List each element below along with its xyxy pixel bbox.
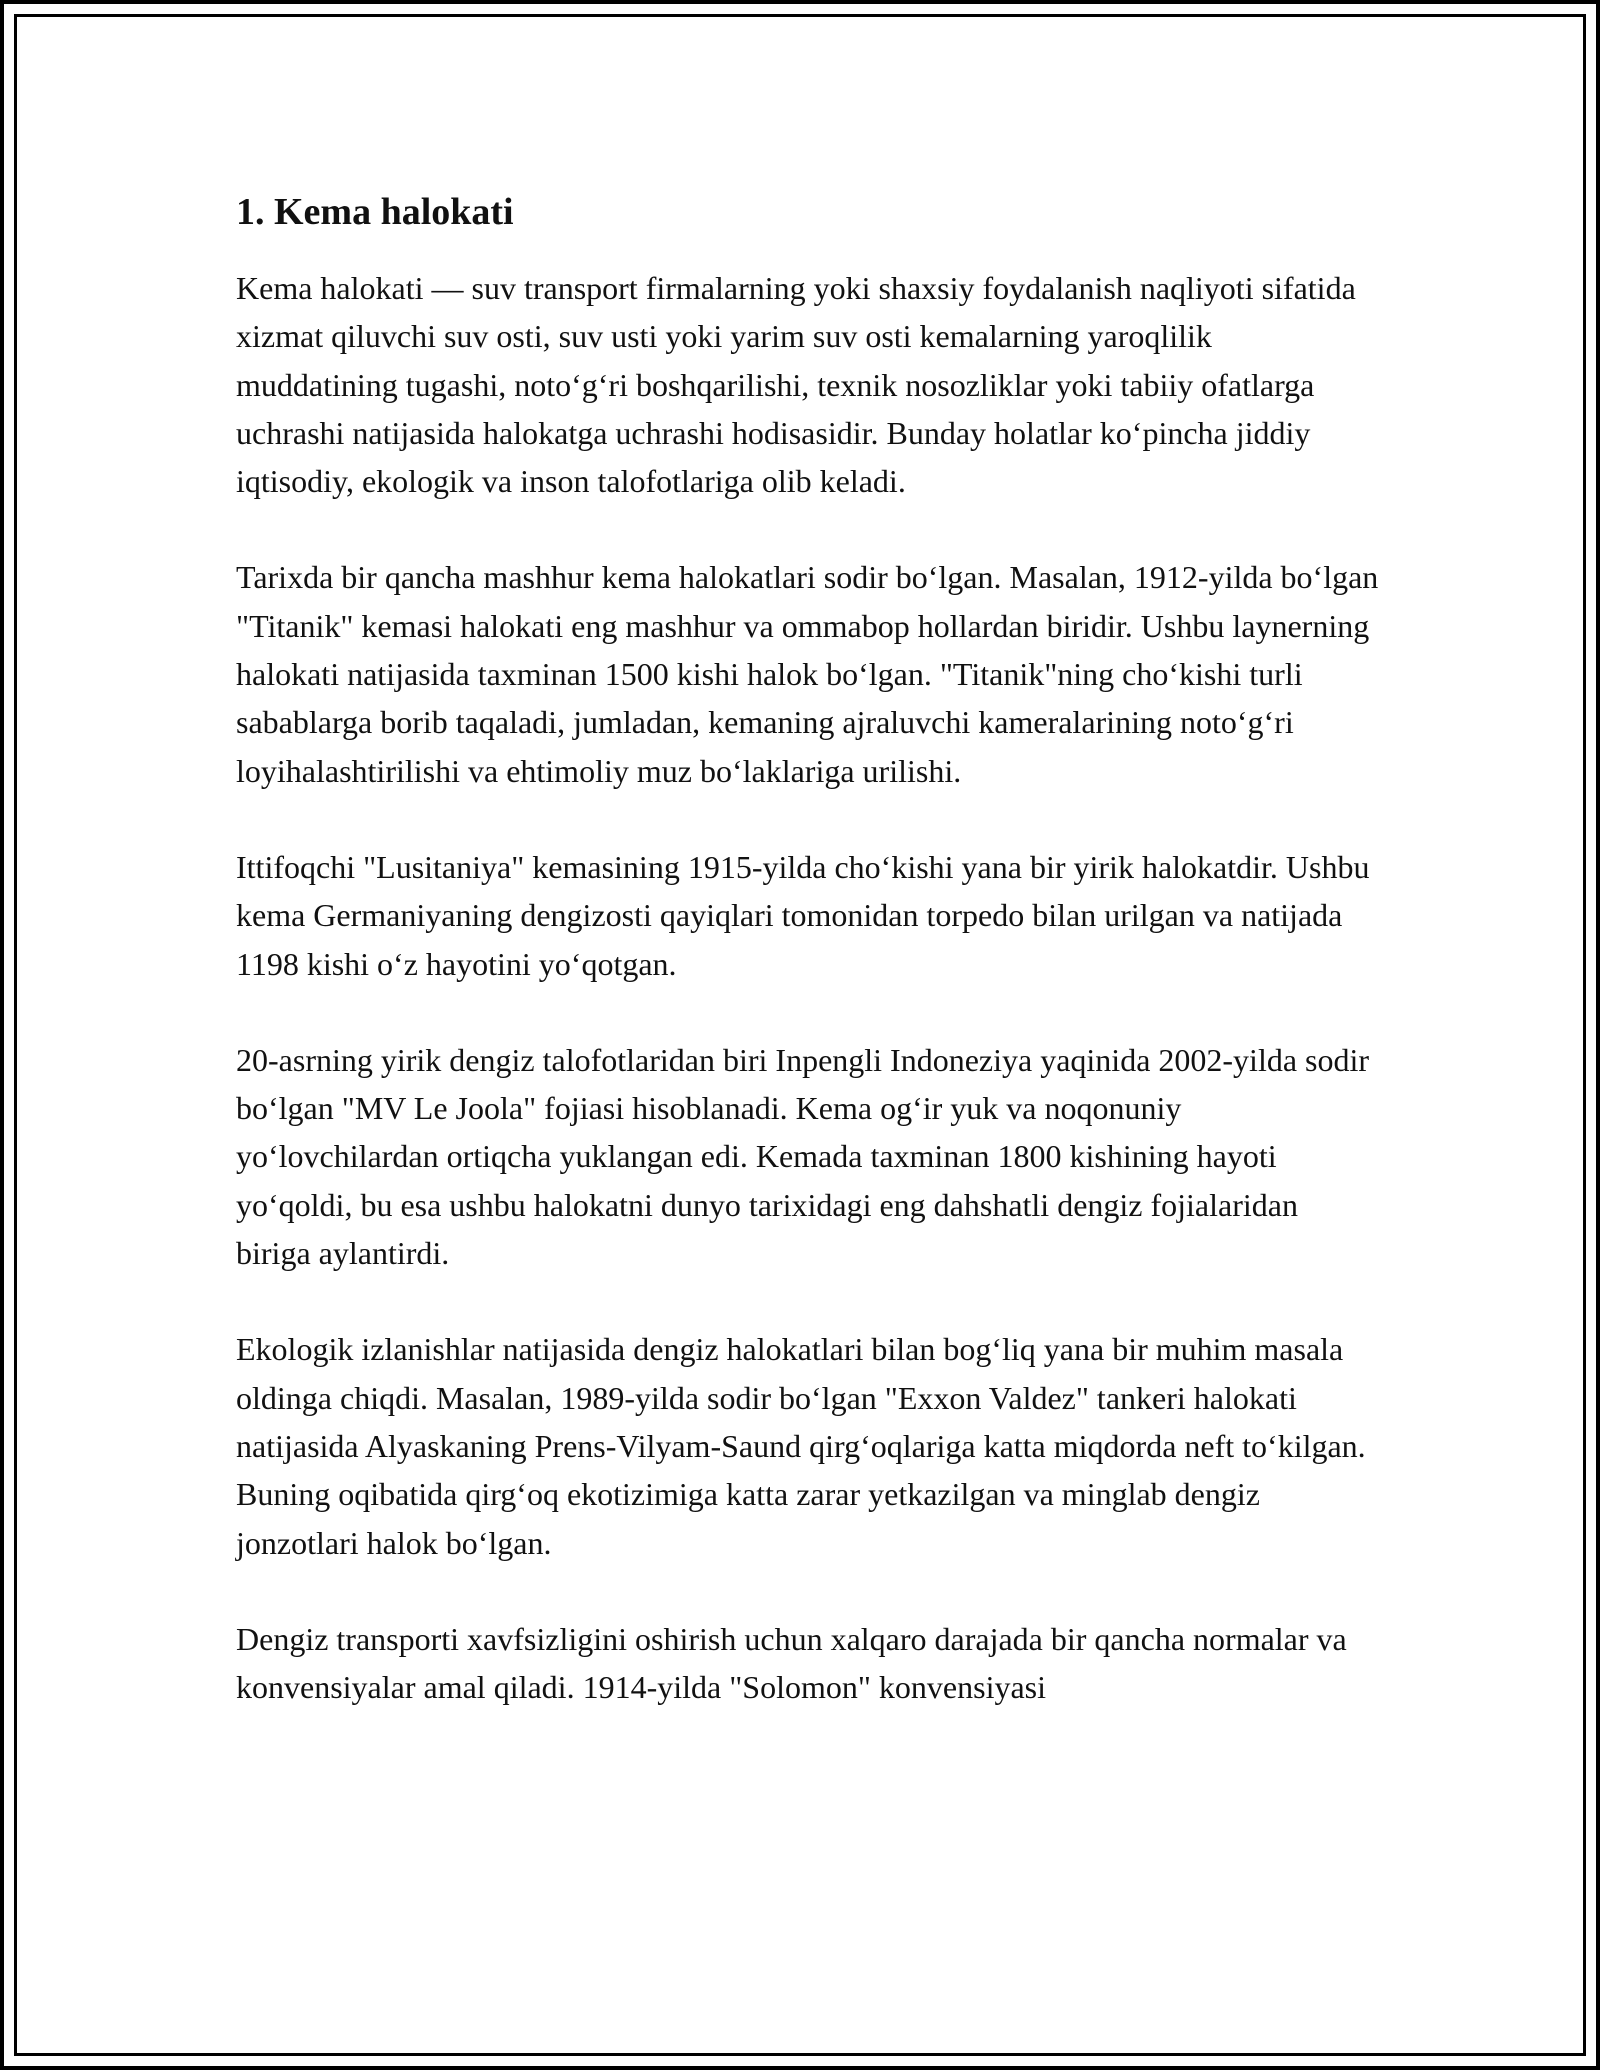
paragraph-conventions: Dengiz transporti xavfsizligini oshirish uchun xalqaro darajada bir qancha normalar va konvensiyalar amal qiladi. 1914-yilda "Solomon" konvensiyasi [236,1620,1347,1706]
paragraph-lusitania: Ittifoqchi "Lusitaniya" kemasining 1915-yilda cho‘kishi yana bir yirik halokatdir. Ushbu kema Germaniyaning dengizosti qayiqlari tomonidan torpedo bilan urilgan va natijada 1198 kishi o‘z hayotini yo‘qotgan. [236,848,1370,982]
section-title: 1. Kema halokati [236,191,514,233]
document-body [236,186,1380,1759]
paragraph-definition: Kema halokati — suv transport firmalarning yoki shaxsiy foydalanish naqliyoti sifatida xizmat qiluvchi suv osti, suv usti yoki yarim suv osti kemalarning yaroqlilik muddatining tugashi, noto‘g‘ri boshqarilishi, texnik nosozliklar yoki tabiiy ofatlarga uchrashi natijasida halokatga uchrashi hodisasidir. Bunday holatlar ko‘pincha jiddiy iqtisodiy, ekologik va inson talofotlariga olib keladi. [236,270,1356,500]
paragraph-exxon-valdez: Ekologik izlanishlar natijasida dengiz halokatlari bilan bog‘liq yana bir muhim masala oldinga chiqdi. Masalan, 1989-yilda sodir bo‘lgan "Exxon Valdez" tankeri halokati natijasida Alyaskaning Prens-Vilyam-Saund qirg‘oqlariga katta miqdorda neft to‘kilgan. Buning oqibatida qirg‘oq ekotizimiga katta zarar yetkazilgan va minglab dengiz jonzotlari halok bo‘lgan. [236,1331,1366,1561]
paragraph-titanic: Tarixda bir qancha mashhur kema halokatlari sodir bo‘lgan. Masalan, 1912-yilda bo‘lgan "Titanik" kemasi halokati eng mashhur va ommabop hollardan biridir. Ushbu laynerning halokati natijasida taxminan 1500 kishi halok bo‘lgan. "Titanik"ning cho‘kishi turli sabablarga borib taqaladi, jumladan, kemaning ajraluvchi kameralarining noto‘g‘ri loyihalashtirilishi va ehtimoliy muz bo‘laklariga urilishi. [236,559,1379,789]
paragraph-le-joola: 20-asrning yirik dengiz talofotlaridan biri Inpengli Indoneziya yaqinida 2002-yilda sodir bo‘lgan "MV Le Joola" fojiasi hisoblanadi. Kema og‘ir yuk va noqonuniy yo‘lovchilardan ortiqcha yuklangan edi. Kemada taxminan 1800 kishining hayoti yo‘qoldi, bu esa ushbu halokatni dunyo tarixidagi eng dahshatli dengiz fojialaridan biriga aylantirdi. [236,1041,1370,1272]
